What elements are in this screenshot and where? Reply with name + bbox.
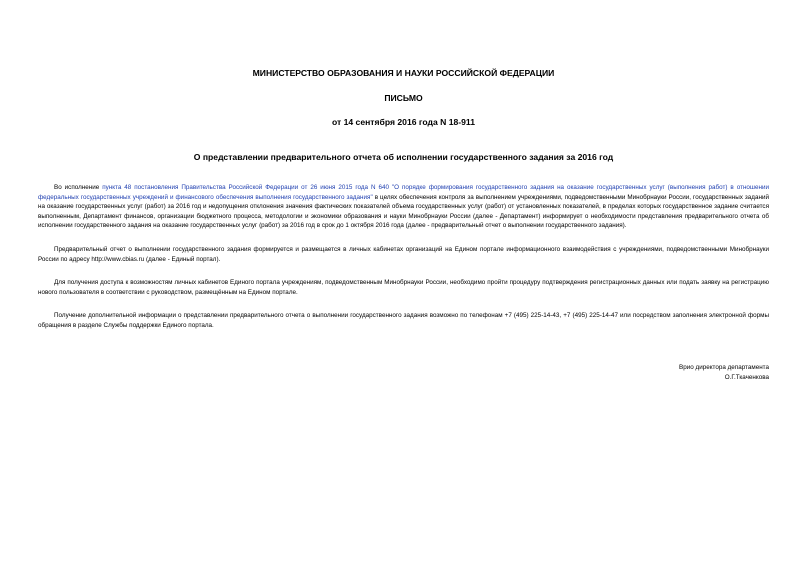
signature-position: Врио директора департамента	[679, 363, 769, 371]
signature-block	[38, 363, 769, 383]
ministry-title: МИНИСТЕРСТВО ОБРАЗОВАНИЯ И НАУКИ РОССИЙСКОЙ ФЕДЕРАЦИИ	[252, 68, 555, 78]
paragraph-1-prefix: Во исполнение	[54, 184, 103, 191]
paragraph-1-suffix: в целях обеспечения контроля за выполнением учреждениями, подведомственными Минобрнауки России, государственных заданий на оказание государственных услуг (работ) за 2016 год и недопущения отклонения значения фактических показателей объема государственных услуг (работ) от установленных показателей, в пределах которых государственное задание считается выполненным, Департамент финансов, организации бюджетного процесса, методологии и экономики образования и науки Минобрнауки России (далее - Департамент) информирует о необходимости представления предварительного отчета об исполнении государственного задания на оказание государственных услуг (работ) за 2016 год в срок до 1 октября 2016 года (далее - предварительный отчет о выполнении государственного задания).	[38, 193, 770, 230]
paragraph-2: Предварительный отчет о выполнении государственного задания формируется и размещается в личных кабинетах организаций на Едином портале информационного взаимодействия с учреждениями, подведомственными Минобрнауки России по адресу http://www.cbias.ru (далее - Единый портал).	[38, 245, 769, 263]
paragraph-1	[38, 183, 769, 231]
document-date: от 14 сентября 2016 года N 18-911	[331, 117, 475, 127]
paragraph-3: Для получения доступа к возможностям личных кабинетов Единого портала учреждениям, подведомственным Минобрнауки России, необходимо пройти процедуру подтверждения регистрационных данных или подать заявку на регистрацию нового пользователя в соответствии с руководством, размещённым на Едином портале.	[38, 279, 769, 296]
legal-reference-link[interactable]: пункта 48 постановления Правительства Российской Федерации от 26 июня 2015 года N 640 "О порядке формирования государственного задания на оказание государственных услуг (выполнения работ) в отношении федеральных государственных учреждений и финансового обеспечения выполнения государственного задания"	[38, 184, 769, 201]
signature-name: О.Г.Ткаченкова	[724, 373, 769, 381]
document-subject: О представлении предварительного отчета об исполнении государственного задания за 2016 год	[193, 152, 614, 162]
paragraph-4: Получение дополнительной информации о представлении предварительного отчета о выполнении государственного задания возможно по телефонам +7 (495) 225-14-43, +7 (495) 225-14-47 или посредством заполнения электронной формы обращения в разделе Службы поддержки Единого портала.	[38, 312, 769, 329]
document-type: ПИСЬМО	[384, 93, 423, 103]
